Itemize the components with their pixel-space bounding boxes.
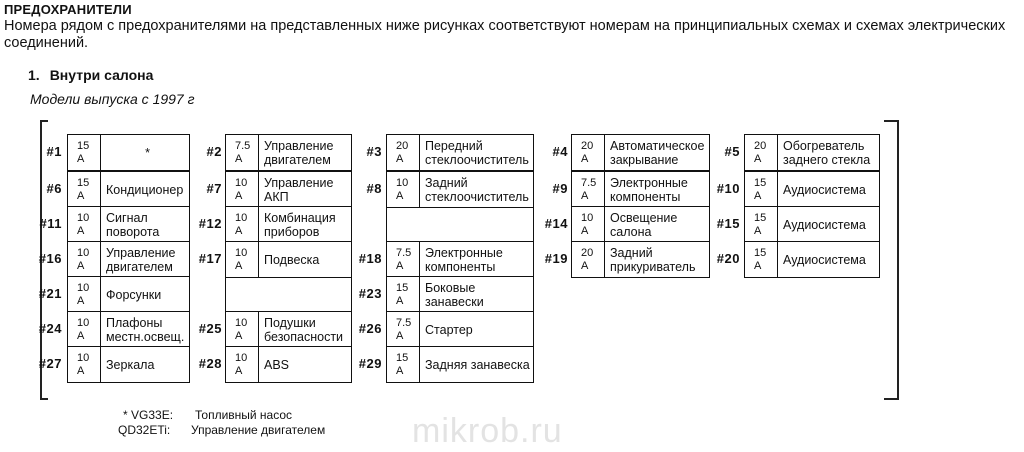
- frame-gap-bottom: [48, 390, 884, 402]
- fuse-label-16: Управление двигателем: [106, 245, 176, 274]
- fuse-number-4: #4: [552, 144, 568, 159]
- fuse-unit: A: [77, 224, 85, 237]
- fuse-number-17: #17: [198, 251, 222, 266]
- fuse-cell-20: [744, 241, 880, 278]
- fuse-unit: A: [396, 294, 404, 307]
- fuse-rating-1: [68, 135, 101, 170]
- fuse-cell-25: [225, 311, 352, 348]
- fuse-unit: A: [396, 364, 404, 377]
- fuse-rating-9: [572, 172, 605, 207]
- fuse-cell-24: [67, 311, 190, 348]
- fuse-rating-6: [68, 172, 101, 207]
- section-number: 1.: [28, 67, 40, 83]
- fuse-cell-12: [225, 206, 352, 243]
- fuse-amperage: 15: [754, 246, 767, 259]
- fuse-unit: A: [235, 259, 243, 272]
- fuse-unit: A: [235, 189, 243, 202]
- fuse-slot-empty: [225, 276, 352, 313]
- fuse-unit: A: [77, 189, 85, 202]
- fuse-amperage: 10: [77, 351, 90, 364]
- fuse-number-24: #24: [38, 321, 62, 336]
- fuse-unit: A: [77, 364, 85, 377]
- fuse-label-12: Комбинация приборов: [264, 210, 336, 239]
- fuse-label-18: Электронные компоненты: [425, 245, 503, 274]
- fuse-cell-26: [386, 311, 534, 348]
- footnote-2-code: QD32ETi:: [118, 423, 171, 437]
- fuse-label-2: Управление двигателем: [264, 138, 334, 167]
- footnote-1-text: Топливный насос: [195, 408, 293, 422]
- fuse-number-11: #11: [39, 216, 62, 231]
- fuse-label-29: Задняя занавеска: [425, 357, 530, 372]
- fuse-number-16: #16: [38, 251, 62, 266]
- fuse-cell-9: [571, 171, 710, 208]
- fuse-rating-10: [745, 172, 778, 207]
- fuse-label-9: Электронные компоненты: [610, 175, 688, 204]
- watermark: mikrob.ru: [412, 412, 563, 450]
- fuse-label-24: Плафоны местн.освещ.: [106, 315, 185, 344]
- fuse-cell-11: [67, 206, 190, 243]
- fuse-unit: A: [396, 329, 404, 342]
- fuse-amperage: 20: [754, 139, 767, 152]
- fuse-rating-21: [68, 277, 101, 312]
- fuse-number-9: #9: [552, 181, 568, 196]
- fuse-cell-6: [67, 171, 190, 208]
- fuse-number-3: #3: [366, 144, 382, 159]
- fuse-unit: A: [754, 224, 762, 237]
- fuse-amperage: 15: [77, 139, 90, 152]
- fuse-rating-2: [226, 135, 259, 170]
- fuse-rating-27: [68, 347, 101, 382]
- fuse-unit: A: [396, 152, 404, 165]
- fuse-cell-27: [67, 346, 190, 383]
- fuse-cell-4: [571, 134, 710, 171]
- fuse-slot-empty: [386, 206, 534, 243]
- fuse-rating-23: [387, 277, 420, 312]
- fuse-amperage: 7.5: [396, 316, 412, 329]
- fuse-rating-17: [226, 242, 259, 277]
- fuse-amperage: 10: [235, 176, 248, 189]
- fuse-amperage: 15: [396, 351, 409, 364]
- fuse-amperage: 10: [235, 246, 248, 259]
- fuse-rating-11: [68, 207, 101, 242]
- fuse-cell-28: [225, 346, 352, 383]
- page-heading: ПРЕДОХРАНИТЕЛИ: [4, 2, 132, 17]
- footnote-2-text: Управление двигателем: [191, 423, 326, 437]
- fuse-number-10: #10: [716, 181, 740, 196]
- intro-text: Номера рядом с предохранителями на представленных ниже рисунках соответствуют номерам на принципиальных схемах и схемах электрических соединений.: [4, 18, 1006, 51]
- fuse-number-27: #27: [38, 356, 62, 371]
- fuse-number-18: #18: [358, 251, 382, 266]
- fuse-unit: A: [77, 294, 85, 307]
- fuse-cell-29: [386, 346, 534, 383]
- fuse-cell-17: [225, 241, 352, 278]
- fuse-rating-12: [226, 207, 259, 242]
- footnote-1-code: * VG33E:: [123, 408, 174, 422]
- fuse-unit: A: [581, 152, 589, 165]
- fuse-amperage: 10: [235, 211, 248, 224]
- fuse-number-23: #23: [358, 286, 382, 301]
- fuse-amperage: 7.5: [235, 139, 251, 152]
- fuse-rating-29: [387, 347, 420, 382]
- fuse-unit: A: [235, 152, 243, 165]
- fuse-label-27: Зеркала: [106, 357, 155, 372]
- fuse-amperage: 15: [396, 281, 409, 294]
- fuse-cell-18: [386, 241, 534, 278]
- fuse-rating-25: [226, 312, 259, 347]
- fuse-amperage: 10: [581, 211, 594, 224]
- fuse-label-20: Аудиосистема: [783, 252, 866, 267]
- fuse-label-23: Боковые занавески: [425, 280, 484, 309]
- fuse-amperage: 15: [754, 211, 767, 224]
- fuse-unit: A: [396, 259, 404, 272]
- fuse-cell-2: [225, 134, 352, 171]
- fuse-rating-7: [226, 172, 259, 207]
- fuse-amperage: 20: [581, 246, 594, 259]
- fuse-number-14: #14: [544, 216, 568, 231]
- fuse-cell-19: [571, 241, 710, 278]
- fuse-unit: A: [77, 329, 85, 342]
- fuse-number-25: #25: [198, 321, 222, 336]
- fuse-amperage: 10: [77, 281, 90, 294]
- fuse-number-5: #5: [724, 144, 740, 159]
- footnote-1: [123, 408, 292, 422]
- fuse-number-8: #8: [366, 181, 382, 196]
- fuse-number-20: #20: [716, 251, 740, 266]
- fuse-label-14: Освещение салона: [610, 210, 678, 239]
- fuse-cell-16: [67, 241, 190, 278]
- fuse-label-6: Кондиционер: [106, 182, 184, 197]
- footnote-2: [118, 423, 325, 437]
- fuse-number-19: #19: [544, 251, 568, 266]
- models-caption: Модели выпуска с 1997 г: [30, 91, 195, 107]
- fuse-unit: A: [754, 189, 762, 202]
- fuse-amperage: 10: [77, 316, 90, 329]
- section-title: [28, 67, 153, 83]
- fuse-rating-26: [387, 312, 420, 347]
- fuse-amperage: 20: [396, 139, 409, 152]
- fuse-number-1: #1: [46, 144, 62, 159]
- fuse-rating-20: [745, 242, 778, 277]
- fuse-amperage: 10: [235, 351, 248, 364]
- fuse-rating-28: [226, 347, 259, 382]
- fuse-label-5: Обогреватель заднего стекла: [783, 138, 871, 167]
- fuse-cell-23: [386, 276, 534, 313]
- fuse-number-6: #6: [46, 181, 62, 196]
- fuse-label-17: Подвеска: [264, 252, 320, 267]
- fuse-label-15: Аудиосистема: [783, 217, 866, 232]
- fuse-unit: A: [396, 189, 404, 202]
- fuse-label-10: Аудиосистема: [783, 182, 866, 197]
- fuse-unit: A: [754, 259, 762, 272]
- fuse-rating-4: [572, 135, 605, 170]
- fuse-number-7: #7: [206, 181, 222, 196]
- fuse-amperage: 7.5: [581, 176, 597, 189]
- fuse-unit: A: [235, 224, 243, 237]
- fuse-label-11: Сигнал поворота: [106, 210, 160, 239]
- fuse-unit: A: [581, 189, 589, 202]
- fuse-amperage: 10: [77, 246, 90, 259]
- fuse-unit: A: [77, 152, 85, 165]
- fuse-label-7: Управление АКП: [264, 175, 334, 204]
- fuse-amperage: 10: [235, 316, 248, 329]
- fuse-unit: A: [77, 259, 85, 272]
- fuse-amperage: 20: [581, 139, 594, 152]
- fuse-label-21: Форсунки: [106, 287, 162, 302]
- fuse-rating-15: [745, 207, 778, 242]
- fuse-rating-18: [387, 242, 420, 277]
- fuse-cell-7: [225, 171, 352, 208]
- fuse-unit: A: [235, 329, 243, 342]
- fuse-number-12: #12: [198, 216, 222, 231]
- fuse-cell-21: [67, 276, 190, 313]
- fuse-label-28: ABS: [264, 357, 290, 372]
- fuse-number-26: #26: [358, 321, 382, 336]
- fuse-unit: A: [754, 152, 762, 165]
- fuse-cell-14: [571, 206, 710, 243]
- fuse-unit: A: [235, 364, 243, 377]
- fuse-cell-10: [744, 171, 880, 208]
- fuse-label-25: Подушки безопасности: [264, 315, 344, 344]
- fuse-label-8: Задний стеклоочиститель: [425, 175, 529, 204]
- fuse-cell-1: [67, 134, 190, 171]
- fuse-unit: A: [581, 224, 589, 237]
- section-title-text: Внутри салона: [49, 67, 154, 83]
- fuse-amperage: 15: [754, 176, 767, 189]
- fuse-label-1: *: [145, 145, 150, 160]
- fuse-rating-8: [387, 172, 420, 207]
- fuse-rating-16: [68, 242, 101, 277]
- fuse-rating-24: [68, 312, 101, 347]
- fuse-number-21: #21: [38, 286, 62, 301]
- fuse-amperage: 15: [77, 176, 90, 189]
- frame-gap-top: [48, 114, 884, 126]
- fuse-rating-5: [745, 135, 778, 170]
- fuse-number-2: #2: [206, 144, 222, 159]
- fuse-label-4: Автоматическое закрывание: [610, 138, 705, 167]
- fuse-cell-3: [386, 134, 534, 171]
- fuse-number-29: #29: [358, 356, 382, 371]
- fuse-number-15: #15: [716, 216, 740, 231]
- fuse-number-28: #28: [198, 356, 222, 371]
- fuse-amperage: 7.5: [396, 246, 412, 259]
- fuse-cell-8: [386, 171, 534, 208]
- fuse-label-26: Стартер: [425, 322, 473, 337]
- fuse-rating-3: [387, 135, 420, 170]
- fuse-cell-15: [744, 206, 880, 243]
- fuse-label-19: Задний прикуриватель: [610, 245, 696, 274]
- fuse-unit: A: [581, 259, 589, 272]
- fuse-cell-5: [744, 134, 880, 171]
- fuse-label-3: Передний стеклоочиститель: [425, 138, 529, 167]
- fuse-rating-14: [572, 207, 605, 242]
- fuse-amperage: 10: [396, 176, 409, 189]
- fuse-rating-19: [572, 242, 605, 277]
- fuse-amperage: 10: [77, 211, 90, 224]
